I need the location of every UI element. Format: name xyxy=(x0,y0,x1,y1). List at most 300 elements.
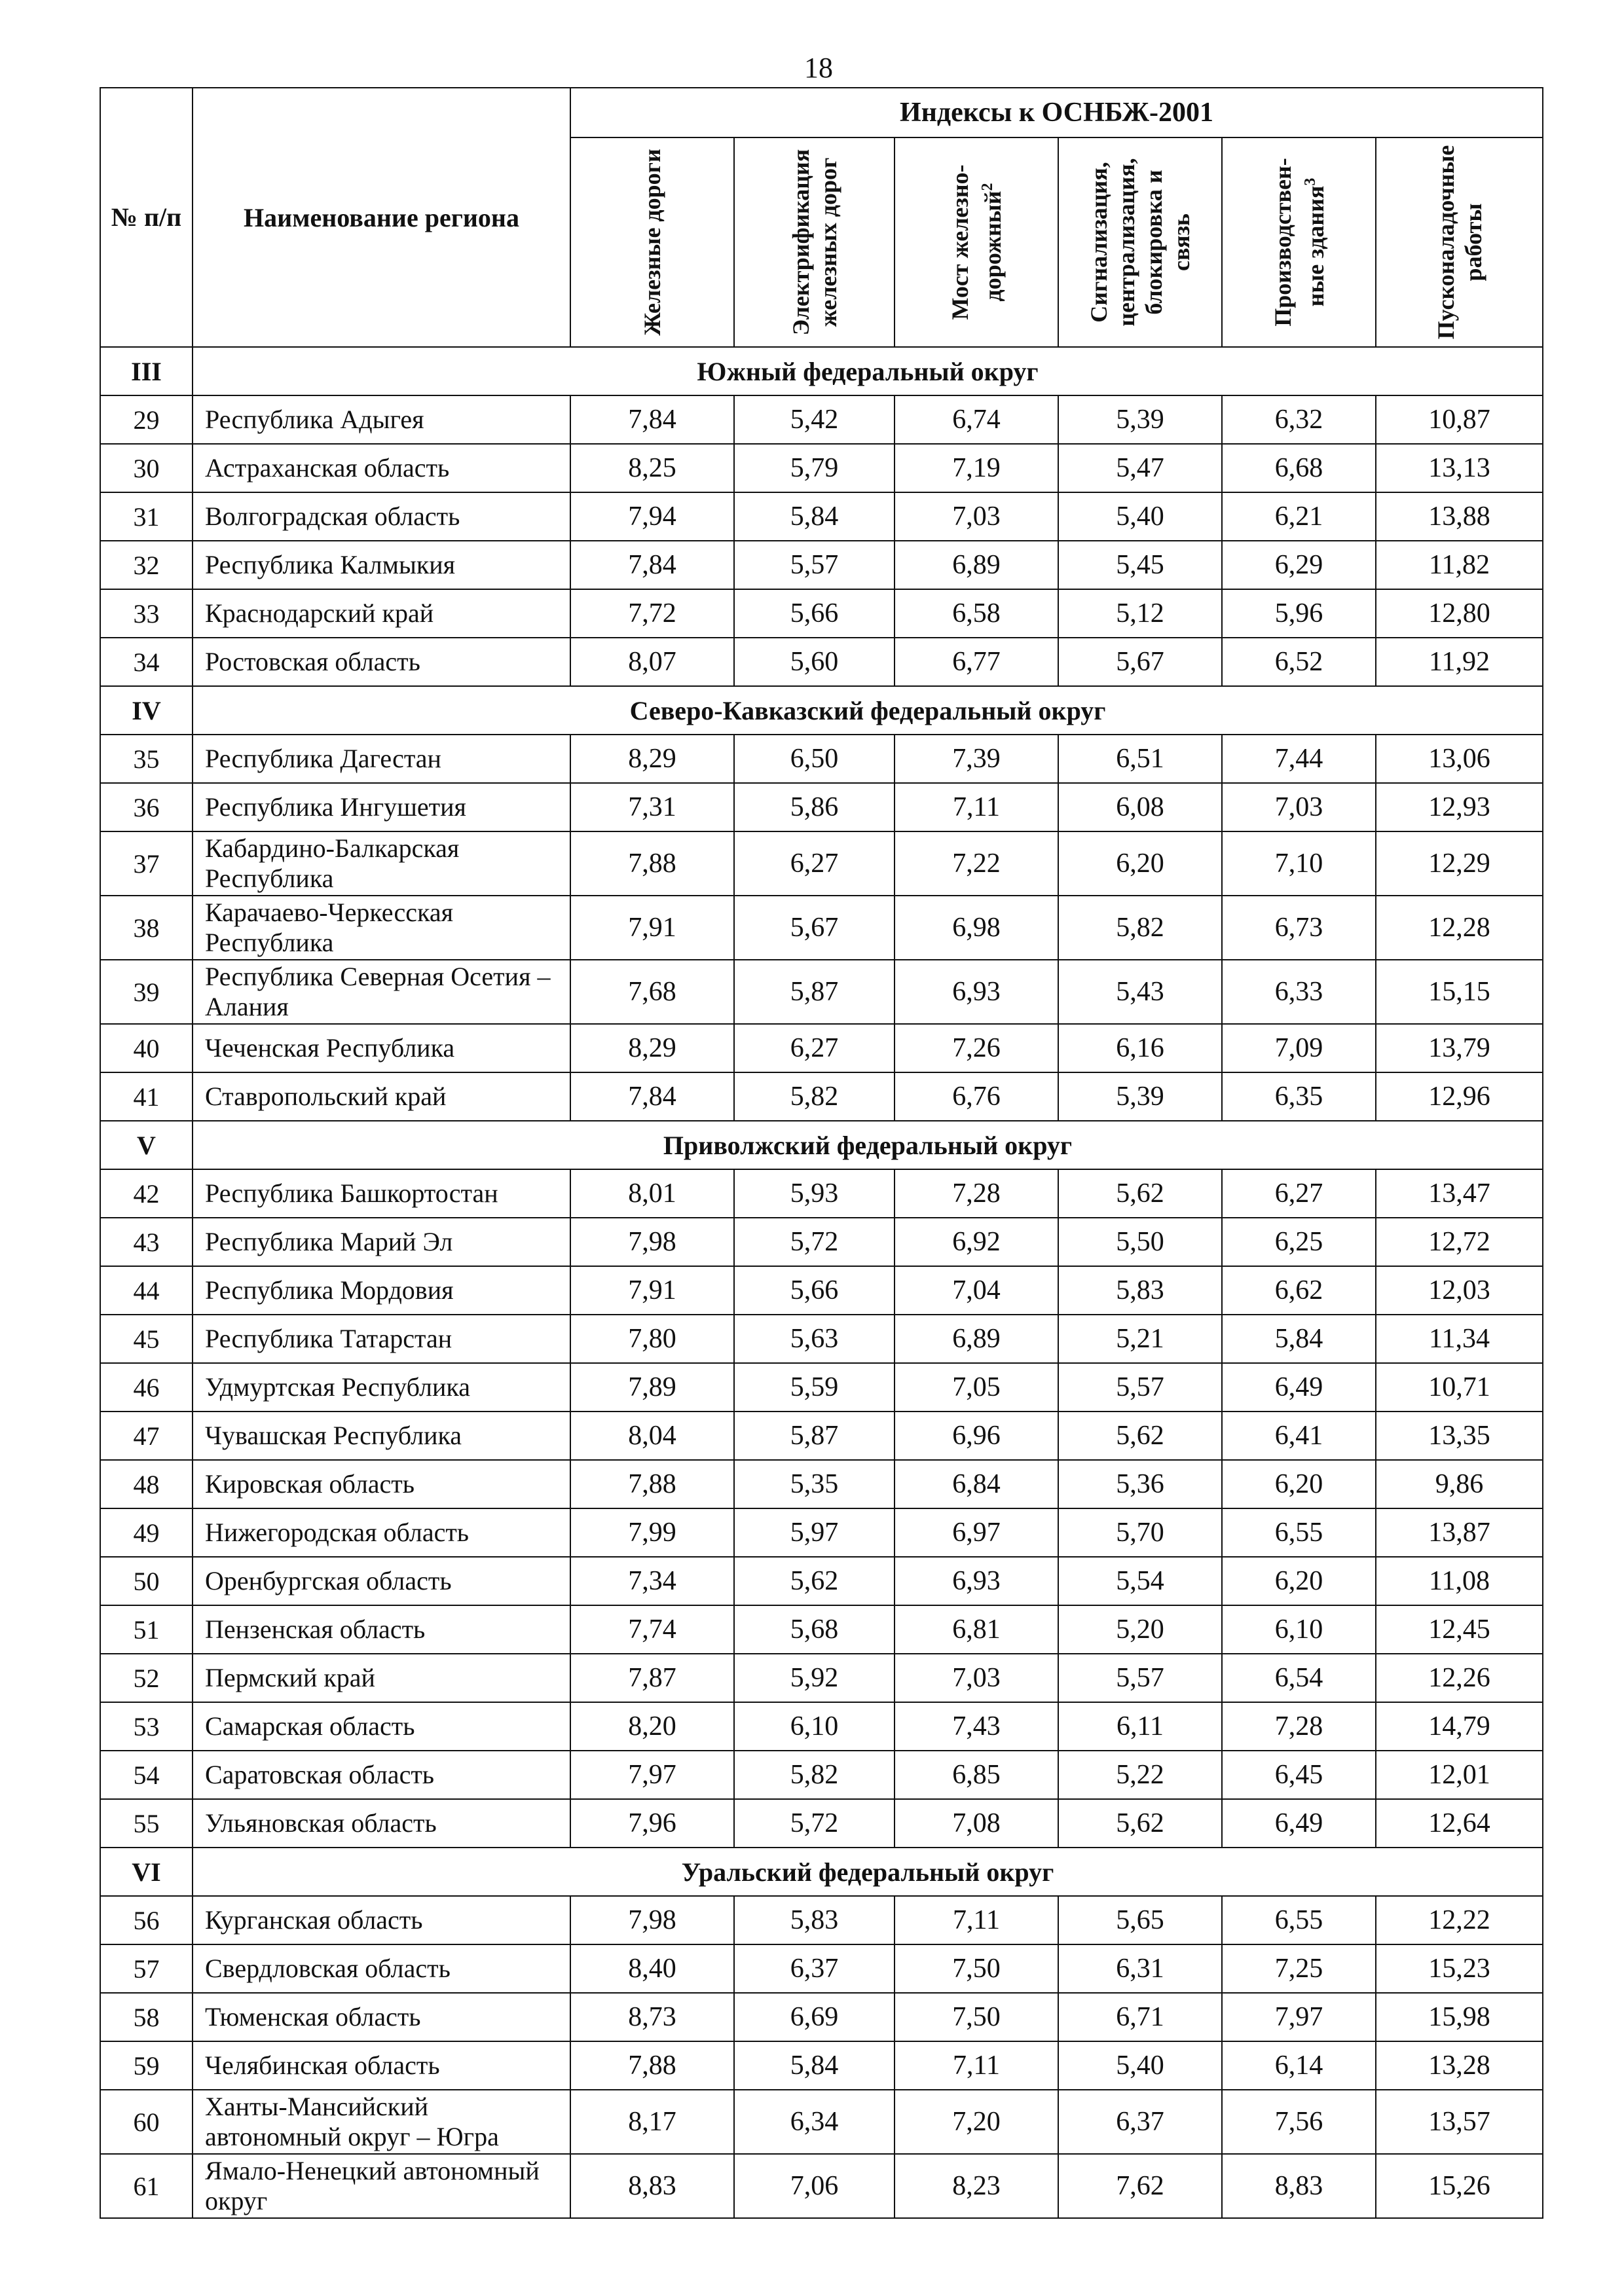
index-value: 7,96 xyxy=(570,1799,734,1848)
index-value: 6,92 xyxy=(895,1218,1058,1266)
index-value: 6,27 xyxy=(734,831,895,896)
table-row xyxy=(100,2041,1543,2090)
index-value: 7,03 xyxy=(1222,783,1376,831)
index-value: 5,65 xyxy=(1058,1896,1222,1944)
index-value: 13,88 xyxy=(1376,492,1543,541)
header-column-label: Сигнализация, централизация, блокировка и связь xyxy=(1086,158,1194,327)
index-value: 7,98 xyxy=(570,1218,734,1266)
index-value: 5,40 xyxy=(1058,2041,1222,2090)
index-value: 6,69 xyxy=(734,1993,895,2041)
header-column-6 xyxy=(1376,137,1543,347)
region-name: Чеченская Республика xyxy=(193,1024,570,1072)
index-value: 6,20 xyxy=(1222,1557,1376,1605)
index-value: 13,57 xyxy=(1376,2090,1543,2154)
index-value: 5,84 xyxy=(1222,1315,1376,1363)
row-number: 38 xyxy=(100,896,193,960)
index-value: 6,93 xyxy=(895,960,1058,1024)
district-number: IV xyxy=(100,686,193,735)
region-name: Карачаево-Черкесская Республика xyxy=(193,896,570,960)
index-value: 5,20 xyxy=(1058,1605,1222,1654)
table-row xyxy=(100,589,1543,638)
row-number: 61 xyxy=(100,2154,193,2218)
table-row xyxy=(100,1412,1543,1460)
index-value: 14,79 xyxy=(1376,1702,1543,1751)
header-column-2 xyxy=(734,137,895,347)
index-value: 6,27 xyxy=(1222,1169,1376,1218)
row-number: 46 xyxy=(100,1363,193,1412)
index-value: 6,84 xyxy=(895,1460,1058,1508)
region-name: Кабардино-Балкарская Республика xyxy=(193,831,570,896)
index-value: 5,57 xyxy=(1058,1654,1222,1702)
row-number: 60 xyxy=(100,2090,193,2154)
row-number: 51 xyxy=(100,1605,193,1654)
region-name: Ульяновская область xyxy=(193,1799,570,1848)
district-section-row xyxy=(100,347,1543,395)
index-value: 7,74 xyxy=(570,1605,734,1654)
index-value: 5,86 xyxy=(734,783,895,831)
index-value: 5,79 xyxy=(734,444,895,492)
index-value: 5,54 xyxy=(1058,1557,1222,1605)
index-value: 9,86 xyxy=(1376,1460,1543,1508)
table-row xyxy=(100,831,1543,896)
index-value: 5,87 xyxy=(734,1412,895,1460)
index-value: 8,29 xyxy=(570,735,734,783)
district-section-row xyxy=(100,1848,1543,1896)
index-value: 6,37 xyxy=(734,1944,895,1993)
index-value: 7,03 xyxy=(895,492,1058,541)
index-value: 5,43 xyxy=(1058,960,1222,1024)
table-row xyxy=(100,541,1543,589)
index-value: 15,26 xyxy=(1376,2154,1543,2218)
row-number: 42 xyxy=(100,1169,193,1218)
index-value: 13,87 xyxy=(1376,1508,1543,1557)
table-row xyxy=(100,2090,1543,2154)
region-name: Курганская область xyxy=(193,1896,570,1944)
index-value: 5,39 xyxy=(1058,1072,1222,1121)
index-value: 7,04 xyxy=(895,1266,1058,1315)
index-value: 5,82 xyxy=(734,1072,895,1121)
page-number: 18 xyxy=(804,52,833,84)
index-value: 6,97 xyxy=(895,1508,1058,1557)
index-value: 6,45 xyxy=(1222,1751,1376,1799)
index-value: 5,70 xyxy=(1058,1508,1222,1557)
index-value: 6,85 xyxy=(895,1751,1058,1799)
index-value: 12,26 xyxy=(1376,1654,1543,1702)
row-number: 53 xyxy=(100,1702,193,1751)
table-row xyxy=(100,783,1543,831)
index-value: 6,32 xyxy=(1222,395,1376,444)
index-value: 6,74 xyxy=(895,395,1058,444)
index-value: 7,56 xyxy=(1222,2090,1376,2154)
index-value: 7,84 xyxy=(570,1072,734,1121)
table-row xyxy=(100,896,1543,960)
index-value: 6,89 xyxy=(895,1315,1058,1363)
index-value: 6,29 xyxy=(1222,541,1376,589)
index-value: 6,20 xyxy=(1222,1460,1376,1508)
index-value: 6,73 xyxy=(1222,896,1376,960)
header-column-label: Мост железно-дорожный$^2$ xyxy=(947,164,1006,320)
index-value: 6,51 xyxy=(1058,735,1222,783)
index-value: 5,21 xyxy=(1058,1315,1222,1363)
row-number: 34 xyxy=(100,638,193,686)
index-value: 7,50 xyxy=(895,1944,1058,1993)
index-value: 12,64 xyxy=(1376,1799,1543,1848)
index-value: 6,27 xyxy=(734,1024,895,1072)
index-value: 13,13 xyxy=(1376,444,1543,492)
index-value: 5,59 xyxy=(734,1363,895,1412)
district-number: VI xyxy=(100,1848,193,1896)
table-row xyxy=(100,735,1543,783)
region-name: Свердловская область xyxy=(193,1944,570,1993)
row-number: 50 xyxy=(100,1557,193,1605)
index-value: 15,15 xyxy=(1376,960,1543,1024)
index-value: 6,98 xyxy=(895,896,1058,960)
index-value: 5,60 xyxy=(734,638,895,686)
row-number: 40 xyxy=(100,1024,193,1072)
district-title: Южный федеральный округ xyxy=(193,347,1543,395)
index-value: 5,84 xyxy=(734,2041,895,2090)
index-value: 6,35 xyxy=(1222,1072,1376,1121)
index-value: 7,22 xyxy=(895,831,1058,896)
row-number: 39 xyxy=(100,960,193,1024)
row-number: 31 xyxy=(100,492,193,541)
index-value: 8,01 xyxy=(570,1169,734,1218)
header-column-1 xyxy=(570,137,734,347)
row-number: 54 xyxy=(100,1751,193,1799)
region-name: Республика Ингушетия xyxy=(193,783,570,831)
row-number: 52 xyxy=(100,1654,193,1702)
table-row xyxy=(100,1024,1543,1072)
index-value: 5,66 xyxy=(734,589,895,638)
index-value: 6,62 xyxy=(1222,1266,1376,1315)
index-value: 6,55 xyxy=(1222,1896,1376,1944)
index-value: 11,34 xyxy=(1376,1315,1543,1363)
index-value: 7,11 xyxy=(895,783,1058,831)
index-value: 15,23 xyxy=(1376,1944,1543,1993)
header-column-label: Электрификация железных дорог xyxy=(787,149,841,336)
index-value: 6,41 xyxy=(1222,1412,1376,1460)
table-row xyxy=(100,395,1543,444)
index-value: 5,84 xyxy=(734,492,895,541)
index-value: 7,11 xyxy=(895,2041,1058,2090)
index-value: 8,25 xyxy=(570,444,734,492)
index-value: 6,21 xyxy=(1222,492,1376,541)
index-value: 7,89 xyxy=(570,1363,734,1412)
index-value: 7,26 xyxy=(895,1024,1058,1072)
index-value: 7,84 xyxy=(570,395,734,444)
index-value: 7,31 xyxy=(570,783,734,831)
index-value: 7,72 xyxy=(570,589,734,638)
index-value: 6,49 xyxy=(1222,1799,1376,1848)
row-number: 48 xyxy=(100,1460,193,1508)
index-value: 12,29 xyxy=(1376,831,1543,896)
index-value: 7,97 xyxy=(1222,1993,1376,2041)
district-number: III xyxy=(100,347,193,395)
regional-indices-table xyxy=(100,87,1543,2219)
index-value: 7,43 xyxy=(895,1702,1058,1751)
index-value: 5,82 xyxy=(734,1751,895,1799)
index-value: 6,81 xyxy=(895,1605,1058,1654)
index-value: 12,28 xyxy=(1376,896,1543,960)
table-row xyxy=(100,1557,1543,1605)
index-value: 13,28 xyxy=(1376,2041,1543,2090)
table-row xyxy=(100,1460,1543,1508)
index-value: 12,45 xyxy=(1376,1605,1543,1654)
region-name: Ростовская область xyxy=(193,638,570,686)
index-value: 13,79 xyxy=(1376,1024,1543,1072)
district-section-row xyxy=(100,686,1543,735)
table-row xyxy=(100,1702,1543,1751)
index-value: 7,28 xyxy=(1222,1702,1376,1751)
index-value: 8,40 xyxy=(570,1944,734,1993)
table-row xyxy=(100,1363,1543,1412)
district-number: V xyxy=(100,1121,193,1169)
index-value: 6,34 xyxy=(734,2090,895,2154)
index-value: 5,87 xyxy=(734,960,895,1024)
row-number: 33 xyxy=(100,589,193,638)
table-row xyxy=(100,1315,1543,1363)
header-number: № п/п xyxy=(100,88,193,347)
index-value: 5,93 xyxy=(734,1169,895,1218)
header-column-label: Железные дороги xyxy=(639,149,665,336)
region-name: Кировская область xyxy=(193,1460,570,1508)
table-row xyxy=(100,1169,1543,1218)
row-number: 55 xyxy=(100,1799,193,1848)
index-value: 5,72 xyxy=(734,1218,895,1266)
table-row xyxy=(100,1896,1543,1944)
index-value: 5,57 xyxy=(734,541,895,589)
row-number: 59 xyxy=(100,2041,193,2090)
district-section-row xyxy=(100,1121,1543,1169)
district-title: Северо-Кавказский федеральный округ xyxy=(193,686,1543,735)
index-value: 7,34 xyxy=(570,1557,734,1605)
header-indices: Индексы к ОСНБЖ-2001 xyxy=(570,88,1543,137)
row-number: 47 xyxy=(100,1412,193,1460)
row-number: 41 xyxy=(100,1072,193,1121)
region-name: Удмуртская Республика xyxy=(193,1363,570,1412)
index-value: 6,33 xyxy=(1222,960,1376,1024)
index-value: 7,11 xyxy=(895,1896,1058,1944)
index-value: 13,06 xyxy=(1376,735,1543,783)
table-row xyxy=(100,2154,1543,2218)
index-value: 6,96 xyxy=(895,1412,1058,1460)
index-value: 7,20 xyxy=(895,2090,1058,2154)
index-value: 5,57 xyxy=(1058,1363,1222,1412)
region-name: Оренбургская область xyxy=(193,1557,570,1605)
index-value: 7,94 xyxy=(570,492,734,541)
index-value: 7,28 xyxy=(895,1169,1058,1218)
index-value: 5,66 xyxy=(734,1266,895,1315)
index-value: 5,83 xyxy=(1058,1266,1222,1315)
header-column-label: Производствен-ные здания$^3$ xyxy=(1269,158,1329,327)
row-number: 58 xyxy=(100,1993,193,2041)
index-value: 11,82 xyxy=(1376,541,1543,589)
region-name: Ставропольский край xyxy=(193,1072,570,1121)
index-value: 10,71 xyxy=(1376,1363,1543,1412)
table-row xyxy=(100,638,1543,686)
table-row xyxy=(100,1993,1543,2041)
index-value: 7,88 xyxy=(570,831,734,896)
index-value: 8,83 xyxy=(1222,2154,1376,2218)
region-name: Чувашская Республика xyxy=(193,1412,570,1460)
region-name: Тюменская область xyxy=(193,1993,570,2041)
region-name: Республика Марий Эл xyxy=(193,1218,570,1266)
index-value: 7,10 xyxy=(1222,831,1376,896)
table-row xyxy=(100,1605,1543,1654)
index-value: 6,52 xyxy=(1222,638,1376,686)
index-value: 11,08 xyxy=(1376,1557,1543,1605)
index-value: 5,62 xyxy=(1058,1169,1222,1218)
row-number: 57 xyxy=(100,1944,193,1993)
row-number: 37 xyxy=(100,831,193,896)
index-value: 5,62 xyxy=(1058,1412,1222,1460)
row-number: 56 xyxy=(100,1896,193,1944)
region-name: Ханты-Мансийский автономный округ – Югра xyxy=(193,2090,570,2154)
region-name: Республика Адыгея xyxy=(193,395,570,444)
index-value: 5,42 xyxy=(734,395,895,444)
index-value: 6,58 xyxy=(895,589,1058,638)
index-value: 6,93 xyxy=(895,1557,1058,1605)
region-name: Краснодарский край xyxy=(193,589,570,638)
index-value: 7,97 xyxy=(570,1751,734,1799)
index-value: 8,20 xyxy=(570,1702,734,1751)
index-value: 7,44 xyxy=(1222,735,1376,783)
table-row xyxy=(100,492,1543,541)
index-value: 12,80 xyxy=(1376,589,1543,638)
district-title: Уральский федеральный округ xyxy=(193,1848,1543,1896)
index-value: 7,91 xyxy=(570,896,734,960)
index-value: 6,50 xyxy=(734,735,895,783)
index-value: 5,67 xyxy=(734,896,895,960)
table-row xyxy=(100,444,1543,492)
index-value: 7,87 xyxy=(570,1654,734,1702)
region-name: Астраханская область xyxy=(193,444,570,492)
index-value: 5,68 xyxy=(734,1605,895,1654)
index-value: 6,76 xyxy=(895,1072,1058,1121)
index-value: 5,12 xyxy=(1058,589,1222,638)
index-value: 5,62 xyxy=(734,1557,895,1605)
index-value: 5,39 xyxy=(1058,395,1222,444)
row-number: 49 xyxy=(100,1508,193,1557)
index-value: 7,80 xyxy=(570,1315,734,1363)
index-value: 6,14 xyxy=(1222,2041,1376,2090)
index-value: 15,98 xyxy=(1376,1993,1543,2041)
index-value: 5,97 xyxy=(734,1508,895,1557)
index-value: 5,63 xyxy=(734,1315,895,1363)
index-value: 5,67 xyxy=(1058,638,1222,686)
index-value: 13,35 xyxy=(1376,1412,1543,1460)
region-name: Пензенская область xyxy=(193,1605,570,1654)
index-value: 7,19 xyxy=(895,444,1058,492)
index-value: 7,39 xyxy=(895,735,1058,783)
table-row xyxy=(100,1654,1543,1702)
row-number: 30 xyxy=(100,444,193,492)
index-value: 5,72 xyxy=(734,1799,895,1848)
row-number: 35 xyxy=(100,735,193,783)
table-row xyxy=(100,1266,1543,1315)
table-row xyxy=(100,1072,1543,1121)
index-value: 7,50 xyxy=(895,1993,1058,2041)
table-row xyxy=(100,1508,1543,1557)
region-name: Челябинская область xyxy=(193,2041,570,2090)
index-value: 7,84 xyxy=(570,541,734,589)
region-name: Республика Мордовия xyxy=(193,1266,570,1315)
region-name: Республика Дагестан xyxy=(193,735,570,783)
index-value: 6,31 xyxy=(1058,1944,1222,1993)
index-value: 5,36 xyxy=(1058,1460,1222,1508)
table-row xyxy=(100,1218,1543,1266)
index-value: 6,37 xyxy=(1058,2090,1222,2154)
index-value: 10,87 xyxy=(1376,395,1543,444)
index-value: 7,98 xyxy=(570,1896,734,1944)
header-region-name: Наименование региона xyxy=(193,88,570,347)
index-value: 12,93 xyxy=(1376,783,1543,831)
row-number: 36 xyxy=(100,783,193,831)
index-value: 7,03 xyxy=(895,1654,1058,1702)
table-row xyxy=(100,1944,1543,1993)
region-name: Ямало-Ненецкий автономный округ xyxy=(193,2154,570,2218)
region-name: Волгоградская область xyxy=(193,492,570,541)
index-value: 7,68 xyxy=(570,960,734,1024)
index-value: 6,68 xyxy=(1222,444,1376,492)
index-value: 11,92 xyxy=(1376,638,1543,686)
table-row xyxy=(100,1751,1543,1799)
index-value: 5,47 xyxy=(1058,444,1222,492)
header-column-3 xyxy=(895,137,1058,347)
index-value: 7,25 xyxy=(1222,1944,1376,1993)
index-value: 8,83 xyxy=(570,2154,734,2218)
region-name: Нижегородская область xyxy=(193,1508,570,1557)
index-value: 6,49 xyxy=(1222,1363,1376,1412)
index-value: 7,88 xyxy=(570,2041,734,2090)
region-name: Республика Калмыкия xyxy=(193,541,570,589)
row-number: 45 xyxy=(100,1315,193,1363)
index-value: 5,83 xyxy=(734,1896,895,1944)
district-title: Приволжский федеральный округ xyxy=(193,1121,1543,1169)
row-number: 32 xyxy=(100,541,193,589)
index-value: 8,23 xyxy=(895,2154,1058,2218)
table-row xyxy=(100,960,1543,1024)
region-name: Саратовская область xyxy=(193,1751,570,1799)
index-value: 7,91 xyxy=(570,1266,734,1315)
row-number: 44 xyxy=(100,1266,193,1315)
index-value: 6,89 xyxy=(895,541,1058,589)
index-value: 6,54 xyxy=(1222,1654,1376,1702)
index-value: 7,06 xyxy=(734,2154,895,2218)
index-value: 12,03 xyxy=(1376,1266,1543,1315)
index-value: 8,04 xyxy=(570,1412,734,1460)
region-name: Самарская область xyxy=(193,1702,570,1751)
index-value: 5,40 xyxy=(1058,492,1222,541)
index-value: 6,55 xyxy=(1222,1508,1376,1557)
index-value: 6,10 xyxy=(734,1702,895,1751)
index-value: 7,88 xyxy=(570,1460,734,1508)
index-value: 6,16 xyxy=(1058,1024,1222,1072)
index-value: 6,71 xyxy=(1058,1993,1222,2041)
index-value: 8,73 xyxy=(570,1993,734,2041)
index-value: 12,22 xyxy=(1376,1896,1543,1944)
row-number: 43 xyxy=(100,1218,193,1266)
index-value: 6,11 xyxy=(1058,1702,1222,1751)
header-column-4 xyxy=(1058,137,1222,347)
row-number: 29 xyxy=(100,395,193,444)
index-value: 5,35 xyxy=(734,1460,895,1508)
index-value: 7,99 xyxy=(570,1508,734,1557)
table-body xyxy=(100,347,1543,2218)
header-column-label: Пусконаладочные работы xyxy=(1432,145,1486,340)
index-value: 12,72 xyxy=(1376,1218,1543,1266)
index-value: 13,47 xyxy=(1376,1169,1543,1218)
